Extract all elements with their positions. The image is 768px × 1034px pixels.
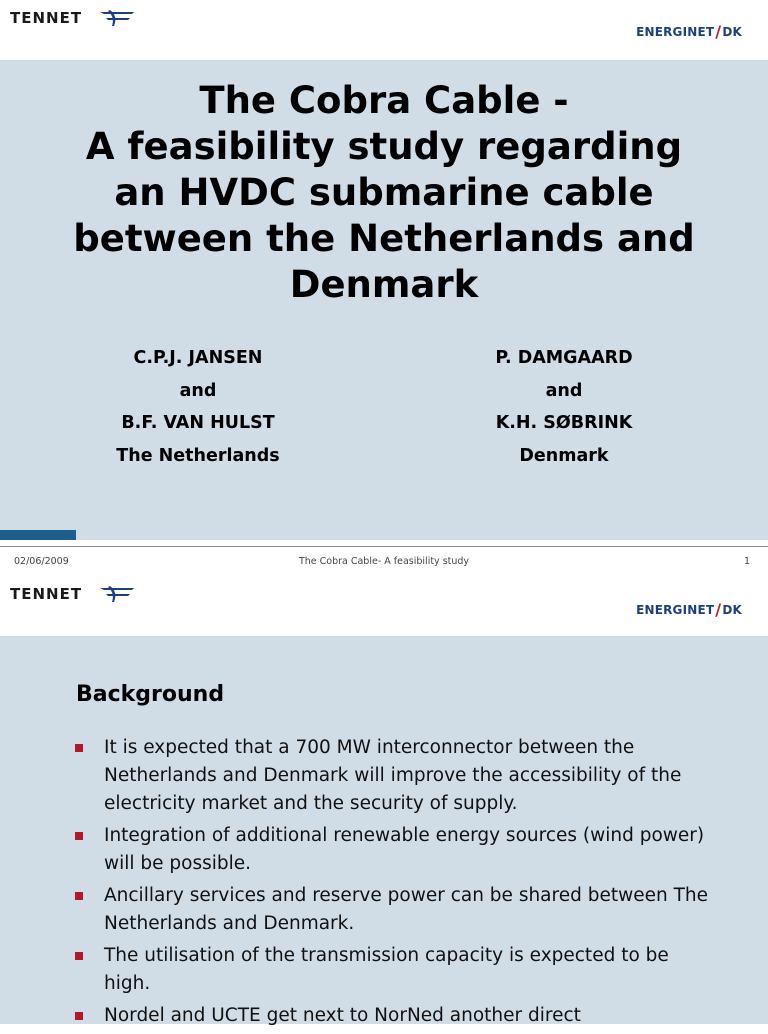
tennet-logo bbox=[10, 584, 136, 604]
author-conjunction: and bbox=[545, 380, 583, 401]
bullet-square-icon bbox=[75, 832, 83, 840]
accent-bar bbox=[0, 530, 76, 540]
energinet-wordmark: ENERGINET bbox=[636, 602, 715, 617]
tennet-emblem-icon bbox=[96, 8, 136, 28]
footer-divider bbox=[0, 546, 768, 547]
author-name: K.H. SØBRINK bbox=[495, 413, 633, 433]
footer-date: 02/06/2009 bbox=[14, 556, 69, 567]
energinet-slash-icon: / bbox=[715, 600, 722, 619]
title-line: an HVDC submarine cable bbox=[114, 171, 654, 214]
section-heading: Background bbox=[76, 682, 225, 707]
tennet-wordmark: TENNET bbox=[10, 585, 83, 603]
bullet-list bbox=[0, 734, 768, 1034]
title-line: Denmark bbox=[289, 263, 479, 306]
bullet-text: Ancillary services and reserve power can be shared between The Netherlands and Denmark. bbox=[104, 885, 709, 934]
title-line: between the Netherlands and bbox=[73, 217, 695, 260]
author-name: B.F. VAN HULST bbox=[121, 413, 275, 433]
energinet-country: DK bbox=[722, 602, 742, 617]
author-country: Denmark bbox=[519, 445, 609, 466]
bullet-square-icon bbox=[75, 744, 83, 752]
energinet-logo bbox=[636, 600, 742, 619]
energinet-logo bbox=[636, 22, 742, 41]
list-item bbox=[0, 882, 768, 938]
bullet-square-icon bbox=[75, 892, 83, 900]
list-item bbox=[0, 942, 768, 998]
tennet-logo bbox=[10, 8, 136, 28]
footer-title: The Cobra Cable- A feasibility study bbox=[298, 556, 470, 567]
tennet-emblem-icon bbox=[96, 584, 136, 604]
author-name: C.P.J. JANSEN bbox=[133, 348, 263, 368]
author-name: P. DAMGAARD bbox=[495, 348, 633, 368]
bullet-square-icon bbox=[75, 1012, 83, 1020]
slide2-header bbox=[0, 576, 768, 636]
bullet-text: Integration of additional renewable energy sources (wind power) will be possible. bbox=[104, 825, 705, 874]
bullet-text: The utilisation of the transmission capacity is expected to be high. bbox=[104, 945, 669, 994]
slide-title bbox=[0, 78, 768, 308]
title-line: A feasibility study regarding bbox=[85, 125, 683, 168]
author-conjunction: and bbox=[179, 380, 217, 401]
energinet-wordmark: ENERGINET bbox=[636, 24, 715, 39]
authors-netherlands bbox=[68, 342, 328, 472]
list-item bbox=[0, 822, 768, 878]
authors-denmark bbox=[434, 342, 694, 472]
list-item bbox=[0, 1002, 768, 1030]
bullet-square-icon bbox=[75, 952, 83, 960]
energinet-slash-icon: / bbox=[715, 22, 722, 41]
author-country: The Netherlands bbox=[116, 445, 280, 466]
bullet-text: It is expected that a 700 MW interconnector between the Netherlands and Denmark will improve the accessibility of the electricity market and the security of supply. bbox=[104, 737, 682, 814]
tennet-wordmark: TENNET bbox=[10, 9, 83, 27]
title-line: The Cobra Cable - bbox=[199, 79, 569, 122]
bullet-text: Nordel and UCTE get next to NorNed another direct bbox=[104, 1005, 581, 1026]
slide1-header bbox=[0, 0, 768, 60]
energinet-country: DK bbox=[722, 24, 742, 39]
footer-page-number: 1 bbox=[743, 556, 750, 567]
list-item bbox=[0, 734, 768, 818]
